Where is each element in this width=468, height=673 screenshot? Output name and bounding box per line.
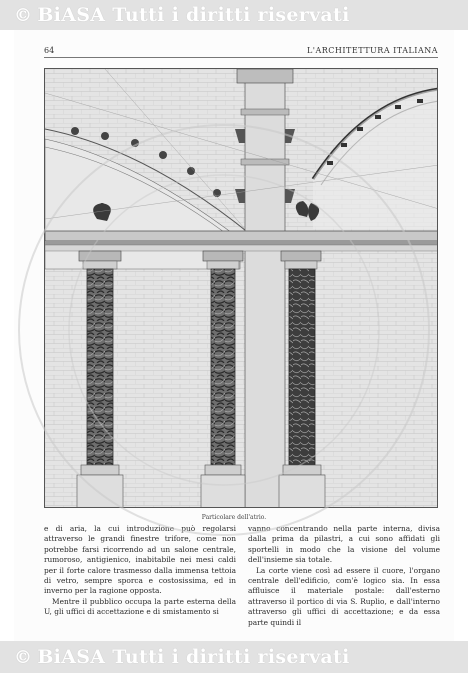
paragraph: vanno concentrando nella parte interna, divisa dalla prima da pilastri, a cui sono affidati gli sportelli in modo che la visione del volume dell'insieme sia totale. [248, 524, 440, 565]
copyright-icon: © [14, 4, 33, 26]
copyright-icon: © [14, 646, 33, 668]
paragraph: Mentre il pubblico occupa la parte esterna della U, gli uffici di accettazione e di smistamento si [44, 596, 236, 617]
journal-title: L'ARCHITETTURA ITALIANA [306, 46, 438, 55]
text-column-left [44, 524, 236, 618]
document-page [14, 30, 454, 642]
page-number: 64 [44, 46, 55, 55]
watermark-text: BiASA Tutti i diritti riservati [37, 4, 350, 26]
paragraph: e di aria, la cui introduzione può regolarsi attraverso le grandi finestre trifore, come non potrebbe farsi ricorrendo ad un salone centrale, rumoroso, antigienico, inabitabile nei mesi caldi per il forte calore trasmesso dalla immensa tettoia di vetro, sempre sporca e costosissima, ed in inverno per la ragione opposta. [44, 524, 236, 596]
watermark-bottom [0, 641, 468, 673]
text-column-right [248, 524, 440, 628]
architectural-drawing [44, 68, 438, 508]
watermark-text: BiASA Tutti i diritti riservati [37, 646, 350, 668]
watermark-top [0, 0, 468, 30]
atrium-illustration [45, 69, 438, 508]
running-head [44, 46, 438, 58]
figure-caption: Particolare dell'atrio. [201, 514, 267, 521]
paragraph: La corte viene così ad essere il cuore, l'organo centrale dell'edificio, com'è logico sia. In essa affluisce il materiale postale: dall'esterno attraverso il portico di via S. Ruplio, e dall'interno attraverso gli uffici di accettazione; e da essa parte quindi il [248, 565, 440, 627]
